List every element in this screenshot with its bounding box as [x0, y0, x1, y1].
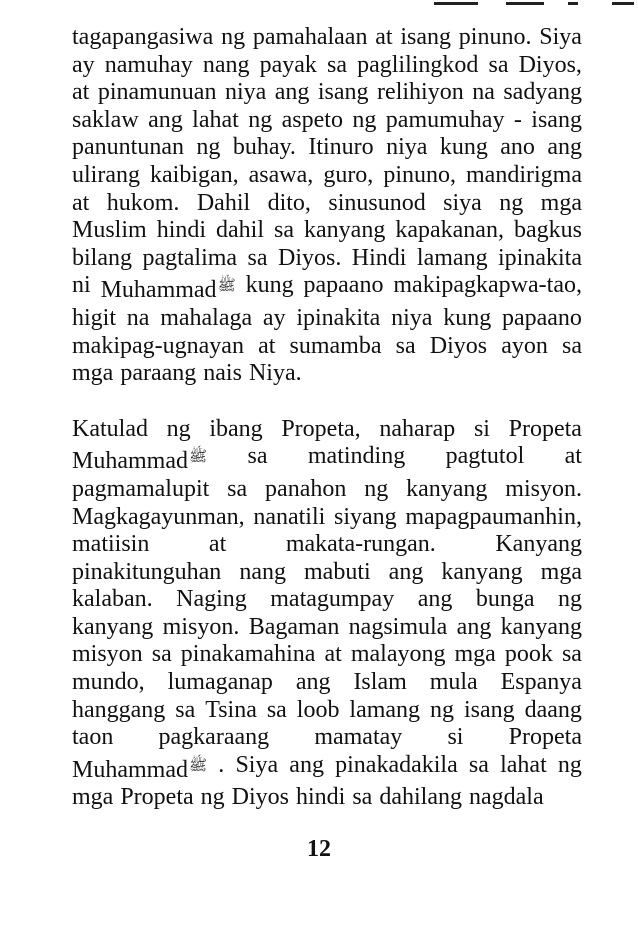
text-line: at hukom. Dahil dito, sinusunod siya ng mga: [72, 189, 582, 216]
text-line: taon pagkaraang mamatay si Propeta: [72, 724, 582, 751]
paragraph-1: [72, 24, 582, 388]
text-line: ulirang kaibigan, asawa, guro, pinuno, mandirigma: [72, 161, 582, 188]
paragraph-2: [72, 416, 582, 812]
text-line: panuntunan ng buhay. Itinuro niya kung ano ang: [72, 134, 582, 161]
text-line: bilang pagtalima sa Diyos. Hindi lamang ipinakita: [72, 244, 582, 271]
text-line: Magkagayunman, nanatili siyang mapagpaumanhin,: [72, 503, 582, 530]
text-line: makipag-ugnayan at sumamba sa Diyos ayon sa: [72, 332, 582, 359]
salawat-seal-icon: ﷺ: [217, 276, 236, 295]
text-line: Muhammad$^ﷺ$ . Siya ang pinakadakila sa lahat ng: [72, 751, 582, 783]
page-body: [72, 24, 582, 812]
text-line: kanyang misyon. Bagaman nagsimula ang kanyang: [72, 613, 582, 640]
text-line: ay namuhay nang payak sa paglilingkod sa Diyos,: [72, 51, 582, 78]
text-line: tagapangasiwa ng pamahalaan at isang pinuno. Siya: [72, 24, 582, 50]
text-line: matiisin at makata-rungan. Kanyang: [72, 531, 582, 558]
text-line: pinakitunguhan nang mabuti ang kanyang mga: [72, 558, 582, 585]
text-line: hanggang sa Tsina sa loob lamang ng isang daang: [72, 696, 582, 723]
text-line: at pinamunuan niya ang isang relihiyon na sadyang: [72, 79, 582, 106]
text-line: mga paraang nais Niya.: [72, 360, 302, 387]
text-line: Muslim hindi dahil sa kanyang kapakanan, bagkus: [72, 217, 582, 244]
text-line: pagmamalupit sa panahon ng kanyang misyon.: [72, 475, 582, 502]
text-line: mundo, lumaganap ang Islam mula Espanya: [72, 669, 582, 696]
salawat-seal-icon: ﷺ: [188, 447, 208, 466]
text-line: kalaban. Naging matagumpay ang bunga ng: [72, 586, 582, 613]
text-line: Muhammad$^ﷺ$ sa matinding pagtutol at: [72, 443, 582, 475]
page-number: 12: [307, 836, 331, 862]
text-line: ni Muhammad$^ﷺ$ kung papaano makipagkapwa-tao,: [72, 272, 582, 304]
top-edge-marks: [398, 0, 638, 8]
salawat-seal-icon: ﷺ: [188, 755, 208, 774]
text-line: Katulad ng ibang Propeta, naharap si Propeta: [72, 415, 582, 442]
text-line: misyon sa pinakamahina at malayong mga pook sa: [72, 641, 582, 668]
text-line: mga Propeta ng Diyos hindi sa dahilang nagdala: [72, 784, 544, 811]
text-line: saklaw ang lahat ng aspeto ng pamumuhay - isang: [72, 106, 582, 133]
text-line: higit na mahalaga ay ipinakita niya kung papaano: [72, 304, 582, 331]
